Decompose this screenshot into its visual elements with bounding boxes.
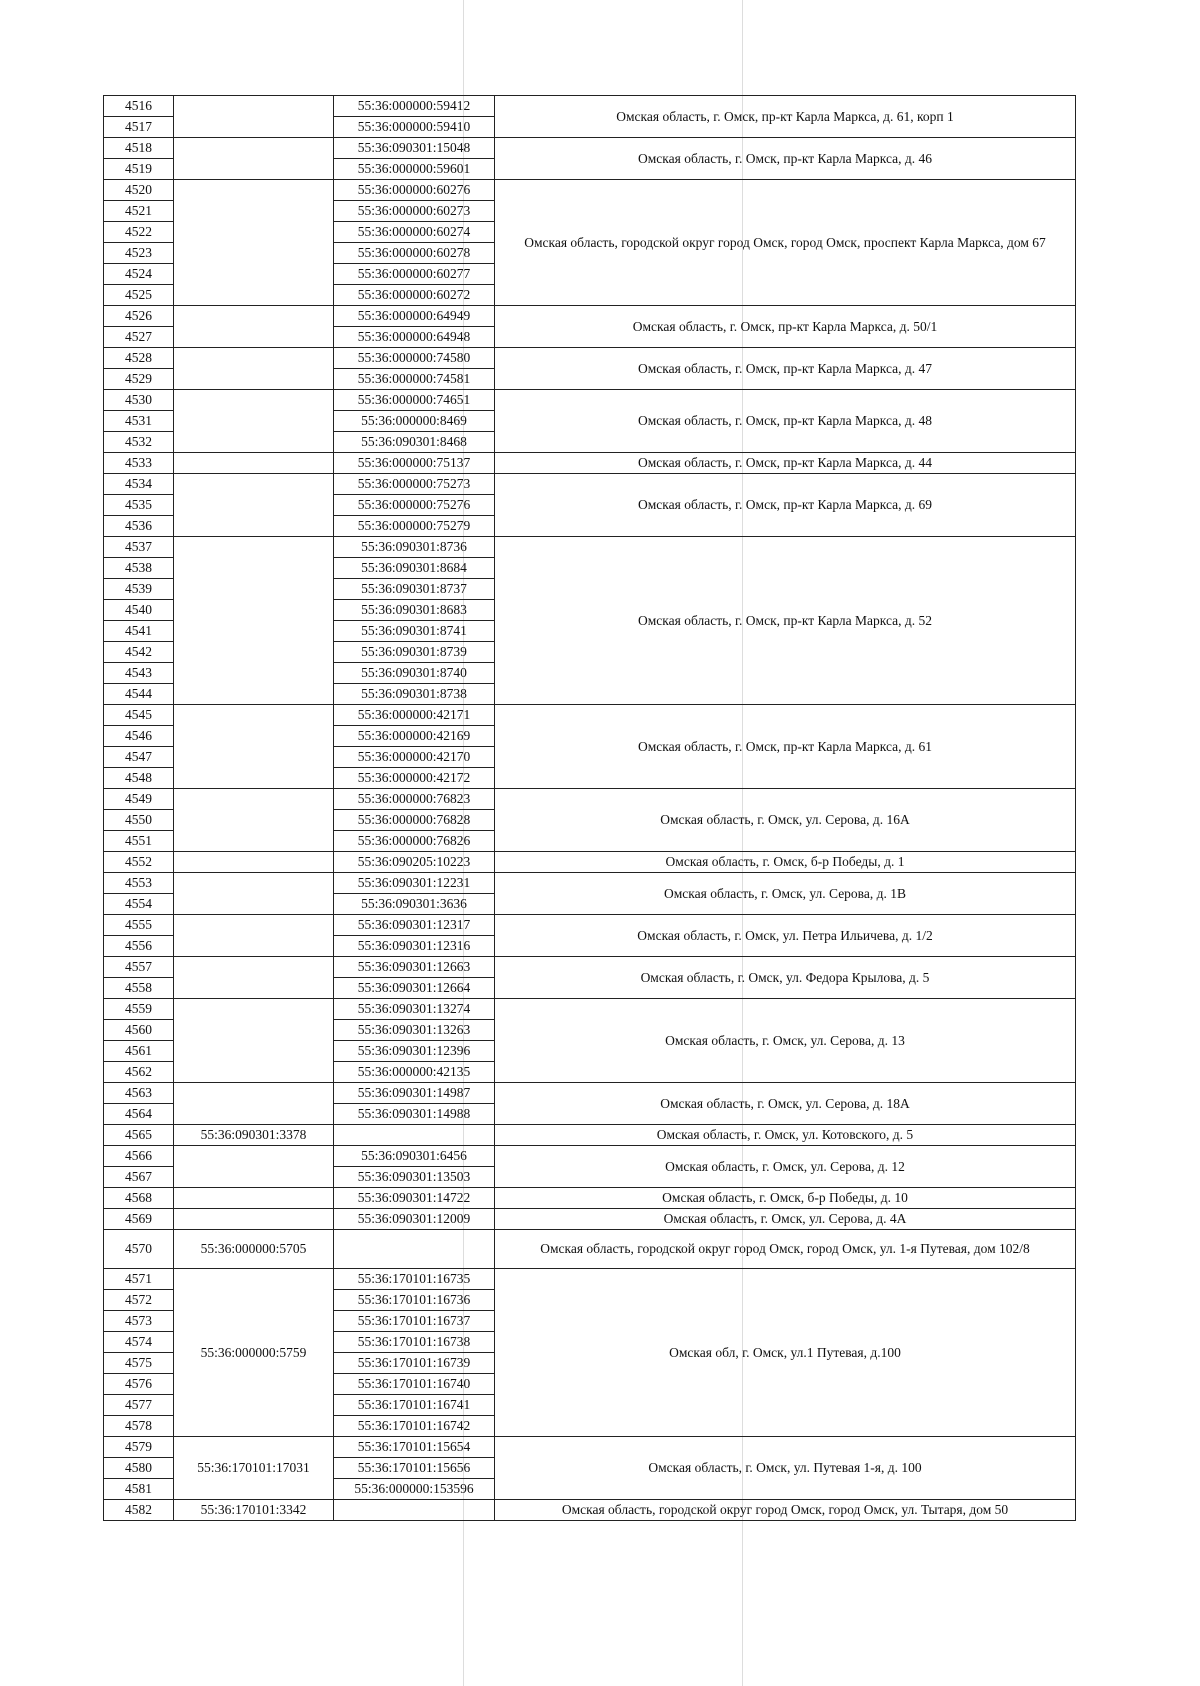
address-cell: Омская область, г. Омск, ул. Серова, д. 1В [495, 873, 1076, 915]
building-cadastral-number-cell: 55:36:000000:74581 [334, 369, 495, 390]
row-number-cell: 4570 [104, 1230, 174, 1269]
building-cadastral-number-cell: 55:36:090301:13503 [334, 1167, 495, 1188]
table-row [104, 1230, 1076, 1269]
row-number-cell: 4542 [104, 642, 174, 663]
building-cadastral-number-cell: 55:36:090205:10223 [334, 852, 495, 873]
row-number-cell: 4578 [104, 1416, 174, 1437]
row-number-cell: 4516 [104, 96, 174, 117]
row-number-cell: 4543 [104, 663, 174, 684]
table-row [104, 390, 1076, 411]
address-cell: Омская область, г. Омск, пр-кт Карла Маркса, д. 61 [495, 705, 1076, 789]
table-row [104, 915, 1076, 936]
building-cadastral-number-cell: 55:36:000000:42171 [334, 705, 495, 726]
row-number-cell: 4520 [104, 180, 174, 201]
building-cadastral-number-cell: 55:36:090301:8736 [334, 537, 495, 558]
building-cadastral-number-cell: 55:36:090301:3636 [334, 894, 495, 915]
building-cadastral-number-cell: 55:36:090301:8739 [334, 642, 495, 663]
parcel-cadastral-number-cell: 55:36:000000:5705 [174, 1230, 334, 1269]
parcel-cadastral-number-cell [174, 306, 334, 348]
table-row [104, 873, 1076, 894]
building-cadastral-number-cell: 55:36:000000:60277 [334, 264, 495, 285]
row-number-cell: 4525 [104, 285, 174, 306]
parcel-cadastral-number-cell [174, 705, 334, 789]
address-cell: Омская область, г. Омск, б-р Победы, д. 1 [495, 852, 1076, 873]
address-cell: Омская область, городской округ город Омск, город Омск, ул. Тытаря, дом 50 [495, 1500, 1076, 1521]
row-number-cell: 4574 [104, 1332, 174, 1353]
address-cell: Омская область, городской округ город Омск, город Омск, проспект Карла Маркса, дом 67 [495, 180, 1076, 306]
row-number-cell: 4539 [104, 579, 174, 600]
building-cadastral-number-cell: 55:36:000000:64948 [334, 327, 495, 348]
address-cell: Омская область, г. Омск, ул. Серова, д. 12 [495, 1146, 1076, 1188]
building-cadastral-number-cell: 55:36:090301:8738 [334, 684, 495, 705]
row-number-cell: 4568 [104, 1188, 174, 1209]
building-cadastral-number-cell: 55:36:000000:74651 [334, 390, 495, 411]
row-number-cell: 4535 [104, 495, 174, 516]
row-number-cell: 4523 [104, 243, 174, 264]
parcel-cadastral-number-cell [174, 873, 334, 915]
parcel-cadastral-number-cell [174, 180, 334, 306]
building-cadastral-number-cell: 55:36:000000:76826 [334, 831, 495, 852]
row-number-cell: 4575 [104, 1353, 174, 1374]
table-row [104, 537, 1076, 558]
building-cadastral-number-cell: 55:36:090301:8741 [334, 621, 495, 642]
table-row [104, 306, 1076, 327]
building-cadastral-number-cell: 55:36:090301:14988 [334, 1104, 495, 1125]
row-number-cell: 4519 [104, 159, 174, 180]
row-number-cell: 4554 [104, 894, 174, 915]
row-number-cell: 4538 [104, 558, 174, 579]
building-cadastral-number-cell: 55:36:000000:60276 [334, 180, 495, 201]
building-cadastral-number-cell: 55:36:000000:59601 [334, 159, 495, 180]
building-cadastral-number-cell: 55:36:170101:16737 [334, 1311, 495, 1332]
row-number-cell: 4557 [104, 957, 174, 978]
building-cadastral-number-cell: 55:36:090301:8683 [334, 600, 495, 621]
address-cell: Омская область, г. Омск, б-р Победы, д. 10 [495, 1188, 1076, 1209]
row-number-cell: 4541 [104, 621, 174, 642]
building-cadastral-number-cell: 55:36:000000:42170 [334, 747, 495, 768]
building-cadastral-number-cell: 55:36:090301:12664 [334, 978, 495, 999]
parcel-cadastral-number-cell [174, 1146, 334, 1188]
row-number-cell: 4529 [104, 369, 174, 390]
address-cell: Омская область, г. Омск, пр-кт Карла Маркса, д. 69 [495, 474, 1076, 537]
row-number-cell: 4547 [104, 747, 174, 768]
building-cadastral-number-cell: 55:36:090301:13274 [334, 999, 495, 1020]
parcel-cadastral-number-cell: 55:36:000000:5759 [174, 1269, 334, 1437]
building-cadastral-number-cell: 55:36:090301:8737 [334, 579, 495, 600]
parcel-cadastral-number-cell [174, 1188, 334, 1209]
building-cadastral-number-cell: 55:36:090301:8684 [334, 558, 495, 579]
building-cadastral-number-cell: 55:36:170101:16735 [334, 1269, 495, 1290]
address-cell: Омская область, г. Омск, пр-кт Карла Маркса, д. 44 [495, 453, 1076, 474]
building-cadastral-number-cell: 55:36:000000:8469 [334, 411, 495, 432]
building-cadastral-number-cell: 55:36:000000:42172 [334, 768, 495, 789]
building-cadastral-number-cell: 55:36:000000:60272 [334, 285, 495, 306]
row-number-cell: 4558 [104, 978, 174, 999]
parcel-cadastral-number-cell [174, 390, 334, 453]
table-row [104, 789, 1076, 810]
row-number-cell: 4533 [104, 453, 174, 474]
building-cadastral-number-cell: 55:36:090301:8468 [334, 432, 495, 453]
table-row [104, 1437, 1076, 1458]
row-number-cell: 4556 [104, 936, 174, 957]
parcel-cadastral-number-cell [174, 999, 334, 1083]
building-cadastral-number-cell: 55:36:090301:14987 [334, 1083, 495, 1104]
table-row [104, 1125, 1076, 1146]
table-row [104, 348, 1076, 369]
parcel-cadastral-number-cell [174, 537, 334, 705]
row-number-cell: 4566 [104, 1146, 174, 1167]
row-number-cell: 4573 [104, 1311, 174, 1332]
row-number-cell: 4555 [104, 915, 174, 936]
building-cadastral-number-cell: 55:36:090301:12231 [334, 873, 495, 894]
row-number-cell: 4521 [104, 201, 174, 222]
table-row [104, 1146, 1076, 1167]
building-cadastral-number-cell: 55:36:090301:12663 [334, 957, 495, 978]
row-number-cell: 4522 [104, 222, 174, 243]
row-number-cell: 4553 [104, 873, 174, 894]
table-row [104, 705, 1076, 726]
table-row [104, 138, 1076, 159]
building-cadastral-number-cell: 55:36:000000:75273 [334, 474, 495, 495]
address-cell: Омская область, г. Омск, ул. Федора Крылова, д. 5 [495, 957, 1076, 999]
building-cadastral-number-cell: 55:36:090301:14722 [334, 1188, 495, 1209]
row-number-cell: 4545 [104, 705, 174, 726]
parcel-cadastral-number-cell: 55:36:090301:3378 [174, 1125, 334, 1146]
row-number-cell: 4576 [104, 1374, 174, 1395]
row-number-cell: 4530 [104, 390, 174, 411]
building-cadastral-number-cell: 55:36:090301:15048 [334, 138, 495, 159]
building-cadastral-number-cell: 55:36:090301:8740 [334, 663, 495, 684]
address-cell: Омская область, г. Омск, пр-кт Карла Маркса, д. 47 [495, 348, 1076, 390]
address-cell: Омская обл, г. Омск, ул.1 Путевая, д.100 [495, 1269, 1076, 1437]
row-number-cell: 4577 [104, 1395, 174, 1416]
row-number-cell: 4518 [104, 138, 174, 159]
parcel-cadastral-number-cell [174, 348, 334, 390]
building-cadastral-number-cell [334, 1500, 495, 1521]
building-cadastral-number-cell: 55:36:000000:60274 [334, 222, 495, 243]
parcel-cadastral-number-cell [174, 474, 334, 537]
table-row [104, 1188, 1076, 1209]
row-number-cell: 4536 [104, 516, 174, 537]
row-number-cell: 4549 [104, 789, 174, 810]
building-cadastral-number-cell [334, 1230, 495, 1269]
building-cadastral-number-cell: 55:36:090301:12009 [334, 1209, 495, 1230]
building-cadastral-number-cell: 55:36:000000:74580 [334, 348, 495, 369]
parcel-cadastral-number-cell [174, 852, 334, 873]
table-row [104, 957, 1076, 978]
row-number-cell: 4534 [104, 474, 174, 495]
row-number-cell: 4551 [104, 831, 174, 852]
building-cadastral-number-cell: 55:36:000000:64949 [334, 306, 495, 327]
building-cadastral-number-cell: 55:36:090301:12317 [334, 915, 495, 936]
building-cadastral-number-cell: 55:36:170101:15656 [334, 1458, 495, 1479]
building-cadastral-number-cell: 55:36:000000:75276 [334, 495, 495, 516]
address-cell: Омская область, г. Омск, пр-кт Карла Маркса, д. 50/1 [495, 306, 1076, 348]
row-number-cell: 4540 [104, 600, 174, 621]
row-number-cell: 4537 [104, 537, 174, 558]
parcel-cadastral-number-cell [174, 1209, 334, 1230]
row-number-cell: 4562 [104, 1062, 174, 1083]
row-number-cell: 4582 [104, 1500, 174, 1521]
row-number-cell: 4517 [104, 117, 174, 138]
address-cell: Омская область, г. Омск, пр-кт Карла Маркса, д. 52 [495, 537, 1076, 705]
building-cadastral-number-cell: 55:36:170101:16736 [334, 1290, 495, 1311]
row-number-cell: 4567 [104, 1167, 174, 1188]
row-number-cell: 4565 [104, 1125, 174, 1146]
row-number-cell: 4548 [104, 768, 174, 789]
table-row [104, 1500, 1076, 1521]
table-body [104, 96, 1076, 1521]
building-cadastral-number-cell: 55:36:170101:16738 [334, 1332, 495, 1353]
row-number-cell: 4552 [104, 852, 174, 873]
row-number-cell: 4563 [104, 1083, 174, 1104]
address-cell: Омская область, г. Омск, ул. Петра Ильичева, д. 1/2 [495, 915, 1076, 957]
table-row [104, 999, 1076, 1020]
building-cadastral-number-cell: 55:36:000000:75137 [334, 453, 495, 474]
address-cell: Омская область, г. Омск, ул. Котовского, д. 5 [495, 1125, 1076, 1146]
building-cadastral-number-cell: 55:36:000000:76823 [334, 789, 495, 810]
row-number-cell: 4559 [104, 999, 174, 1020]
row-number-cell: 4560 [104, 1020, 174, 1041]
row-number-cell: 4550 [104, 810, 174, 831]
row-number-cell: 4561 [104, 1041, 174, 1062]
row-number-cell: 4531 [104, 411, 174, 432]
address-cell: Омская область, г. Омск, ул. Путевая 1-я, д. 100 [495, 1437, 1076, 1500]
table-row [104, 1209, 1076, 1230]
building-cadastral-number-cell: 55:36:000000:76828 [334, 810, 495, 831]
parcel-cadastral-number-cell [174, 96, 334, 138]
row-number-cell: 4569 [104, 1209, 174, 1230]
row-number-cell: 4564 [104, 1104, 174, 1125]
table-row [104, 1269, 1076, 1290]
parcel-cadastral-number-cell: 55:36:170101:17031 [174, 1437, 334, 1500]
parcel-cadastral-number-cell [174, 915, 334, 957]
table-row [104, 474, 1076, 495]
building-cadastral-number-cell: 55:36:090301:12396 [334, 1041, 495, 1062]
building-cadastral-number-cell: 55:36:170101:16739 [334, 1353, 495, 1374]
building-cadastral-number-cell: 55:36:090301:12316 [334, 936, 495, 957]
parcel-cadastral-number-cell [174, 789, 334, 852]
table-row [104, 852, 1076, 873]
table-row [104, 180, 1076, 201]
row-number-cell: 4581 [104, 1479, 174, 1500]
building-cadastral-number-cell: 55:36:090301:6456 [334, 1146, 495, 1167]
building-cadastral-number-cell: 55:36:170101:16740 [334, 1374, 495, 1395]
parcel-cadastral-number-cell [174, 138, 334, 180]
building-cadastral-number-cell: 55:36:000000:60278 [334, 243, 495, 264]
table-row [104, 96, 1076, 117]
row-number-cell: 4528 [104, 348, 174, 369]
row-number-cell: 4572 [104, 1290, 174, 1311]
row-number-cell: 4580 [104, 1458, 174, 1479]
building-cadastral-number-cell: 55:36:000000:42169 [334, 726, 495, 747]
building-cadastral-number-cell: 55:36:000000:75279 [334, 516, 495, 537]
building-cadastral-number-cell: 55:36:170101:15654 [334, 1437, 495, 1458]
building-cadastral-number-cell: 55:36:000000:59410 [334, 117, 495, 138]
row-number-cell: 4546 [104, 726, 174, 747]
address-cell: Омская область, г. Омск, пр-кт Карла Маркса, д. 61, корп 1 [495, 96, 1076, 138]
parcel-cadastral-number-cell [174, 1083, 334, 1125]
address-cell: Омская область, г. Омск, ул. Серова, д. 13 [495, 999, 1076, 1083]
building-cadastral-number-cell: 55:36:170101:16742 [334, 1416, 495, 1437]
parcel-cadastral-number-cell: 55:36:170101:3342 [174, 1500, 334, 1521]
building-cadastral-number-cell: 55:36:000000:60273 [334, 201, 495, 222]
address-cell: Омская область, г. Омск, ул. Серова, д. 16А [495, 789, 1076, 852]
row-number-cell: 4524 [104, 264, 174, 285]
row-number-cell: 4532 [104, 432, 174, 453]
parcel-cadastral-number-cell [174, 453, 334, 474]
building-cadastral-number-cell: 55:36:170101:16741 [334, 1395, 495, 1416]
row-number-cell: 4526 [104, 306, 174, 327]
parcel-cadastral-number-cell [174, 957, 334, 999]
document-sheet [103, 95, 1075, 1521]
address-cell: Омская область, г. Омск, ул. Серова, д. 18А [495, 1083, 1076, 1125]
table-row [104, 1083, 1076, 1104]
cadastral-table [103, 95, 1076, 1521]
row-number-cell: 4544 [104, 684, 174, 705]
building-cadastral-number-cell [334, 1125, 495, 1146]
building-cadastral-number-cell: 55:36:000000:59412 [334, 96, 495, 117]
address-cell: Омская область, г. Омск, пр-кт Карла Маркса, д. 46 [495, 138, 1076, 180]
row-number-cell: 4571 [104, 1269, 174, 1290]
row-number-cell: 4527 [104, 327, 174, 348]
address-cell: Омская область, г. Омск, пр-кт Карла Маркса, д. 48 [495, 390, 1076, 453]
address-cell: Омская область, городской округ город Омск, город Омск, ул. 1-я Путевая, дом 102/8 [495, 1230, 1076, 1269]
address-cell: Омская область, г. Омск, ул. Серова, д. 4А [495, 1209, 1076, 1230]
building-cadastral-number-cell: 55:36:090301:13263 [334, 1020, 495, 1041]
building-cadastral-number-cell: 55:36:000000:153596 [334, 1479, 495, 1500]
table-row [104, 453, 1076, 474]
row-number-cell: 4579 [104, 1437, 174, 1458]
building-cadastral-number-cell: 55:36:000000:42135 [334, 1062, 495, 1083]
